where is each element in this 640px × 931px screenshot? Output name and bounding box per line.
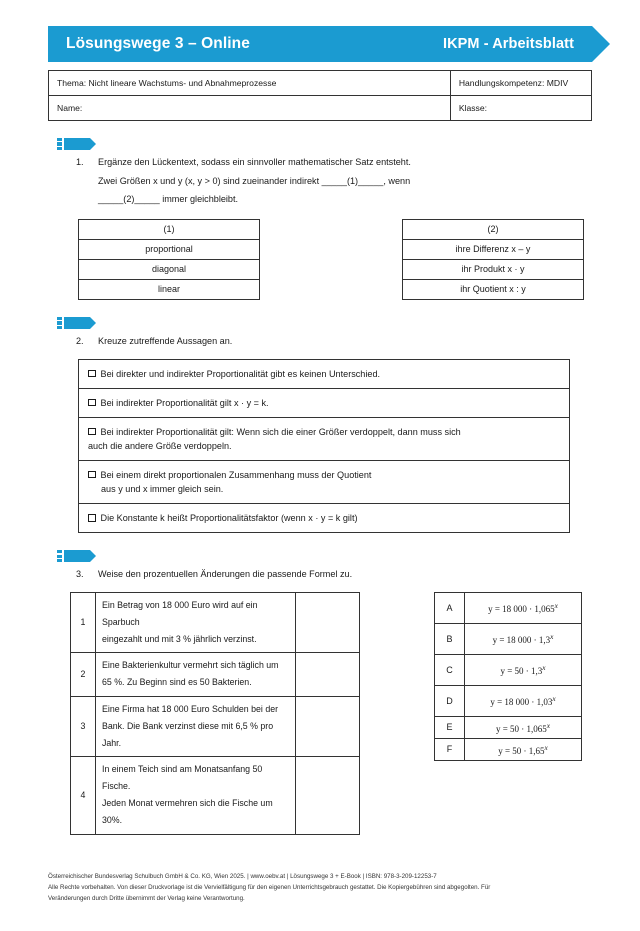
badge-tag-icon xyxy=(64,317,90,330)
formula-d-base: y = 18 000 · 1,03 xyxy=(490,697,553,708)
situation-2-line1: Eine Bakterienkultur vermehrt sich täglich um xyxy=(102,660,279,671)
formula-c-index: C xyxy=(435,654,465,685)
badge-bars-icon xyxy=(57,317,62,329)
situation-1-index: 1 xyxy=(71,592,96,652)
name-field[interactable]: Name: xyxy=(49,96,451,121)
task-1-instruction: Ergänze den Lückentext, sodass ein sinnvoller mathematischer Satz entsteht. xyxy=(98,157,411,167)
task-1-option-tables xyxy=(48,219,592,300)
situation-2-text xyxy=(96,653,296,696)
table-row[interactable] xyxy=(435,654,582,685)
statement-row-3[interactable] xyxy=(79,417,570,460)
table-row xyxy=(71,592,360,652)
table-row[interactable] xyxy=(403,279,584,299)
worksheet-page xyxy=(0,26,640,931)
checkbox-icon[interactable] xyxy=(88,399,96,407)
formula-c-equation xyxy=(465,654,582,685)
competence-cell: Handlungskompetenz: MDIV xyxy=(450,71,591,96)
formula-a-exponent: x xyxy=(554,601,558,611)
badge-tag-icon xyxy=(64,550,90,563)
table-row[interactable] xyxy=(79,279,260,299)
option-1-row-3[interactable]: linear xyxy=(79,279,260,299)
formula-e-equation xyxy=(465,716,582,738)
task-1-paragraph xyxy=(48,172,592,209)
task-badge-icon xyxy=(57,137,592,151)
checkbox-icon[interactable] xyxy=(88,428,96,436)
task-badge-icon xyxy=(57,316,592,330)
task-2 xyxy=(48,316,592,533)
statement-4-text-line2: aus y und x immer gleich sein. xyxy=(101,484,224,495)
task-2-heading xyxy=(48,335,592,349)
table-row[interactable] xyxy=(435,623,582,654)
formula-e-index: E xyxy=(435,716,465,738)
formula-f-exponent: x xyxy=(544,742,548,752)
formula-b-index: B xyxy=(435,623,465,654)
table-row[interactable] xyxy=(79,504,570,533)
table-row[interactable] xyxy=(435,716,582,738)
task-3-number: 3. xyxy=(76,569,84,580)
option-table-2-header: (2) xyxy=(403,219,584,239)
situation-3-line2: Bank. Die Bank verzinst diese mit 6,5 % pro Jahr. xyxy=(102,720,274,748)
situation-3-index: 3 xyxy=(71,696,96,756)
statement-row-5[interactable] xyxy=(79,504,570,533)
formula-table xyxy=(434,592,582,761)
statement-5-text: Die Konstante k heißt Proportionalitätsfaktor (wenn x · y = k gilt) xyxy=(100,513,358,524)
page-footer xyxy=(48,872,600,905)
task-2-instruction: Kreuze zutreffende Aussagen an. xyxy=(98,335,233,346)
situation-4-text xyxy=(96,756,296,834)
formula-f-equation xyxy=(465,738,582,760)
checkbox-icon[interactable] xyxy=(88,514,96,522)
formula-f-base: y = 50 · 1,65 xyxy=(498,745,545,756)
badge-tag-icon xyxy=(64,138,90,151)
table-row xyxy=(71,696,360,756)
task-1-heading xyxy=(48,156,592,170)
formula-d-exponent: x xyxy=(552,694,556,704)
formula-b-base: y = 18 000 · 1,3 xyxy=(492,635,551,646)
table-row[interactable] xyxy=(79,259,260,279)
option-1-row-2[interactable]: diagonal xyxy=(79,259,260,279)
table-row xyxy=(79,219,260,239)
situation-4-index: 4 xyxy=(71,756,96,834)
situation-1-answer[interactable] xyxy=(296,592,360,652)
statement-row-4[interactable] xyxy=(79,460,570,503)
table-row[interactable] xyxy=(79,239,260,259)
formula-e-base: y = 50 · 1,065 xyxy=(495,723,547,734)
table-row xyxy=(71,756,360,834)
task-3 xyxy=(48,549,592,834)
table-row[interactable] xyxy=(79,460,570,503)
option-2-row-2[interactable]: ihr Produkt x · y xyxy=(403,259,584,279)
option-table-2 xyxy=(402,219,584,300)
table-row[interactable] xyxy=(79,359,570,388)
formula-a-index: A xyxy=(435,592,465,623)
table-row xyxy=(403,219,584,239)
formula-d-index: D xyxy=(435,685,465,716)
formula-e-exponent: x xyxy=(546,720,551,730)
situation-2-line2: 65 %. Zu Beginn sind es 50 Bakterien. xyxy=(102,677,252,688)
statement-row-1[interactable] xyxy=(79,359,570,388)
table-row xyxy=(49,71,592,96)
task-2-number: 2. xyxy=(76,335,84,346)
badge-bars-icon xyxy=(57,550,62,562)
situation-1-line1: Ein Betrag von 18 000 Euro wird auf ein Sparbuch xyxy=(102,599,258,627)
situation-4-answer[interactable] xyxy=(296,756,360,834)
option-2-row-3[interactable]: ihr Quotient x : y xyxy=(403,279,584,299)
footer-line-2: Alle Rechte vorbehalten. Von dieser Druckvorlage ist die Vervielfältigung für den eigenen Unterrichtsgebrauch gestattet. Die Kopiergebühren sind abgegolten. Für xyxy=(48,884,491,892)
task-3-heading xyxy=(48,568,592,582)
table-row[interactable] xyxy=(403,259,584,279)
banner-bar xyxy=(48,26,592,62)
option-1-row-1[interactable]: proportional xyxy=(79,239,260,259)
footer-line-1: Österreichischer Bundesverlag Schulbuch GmbH & Co. KG, Wien 2025. | www.oebv.at | Lösungswege 3 + E-Book | ISBN: 978-3-209-12253-7 xyxy=(48,873,437,881)
statement-1-text: Bei direkter und indirekter Proportionalität gibt es keinen Unterschied. xyxy=(100,368,381,379)
formula-a-equation xyxy=(465,592,582,623)
statement-2-text: Bei indirekter Proportionalität gilt x · y = k. xyxy=(100,397,269,408)
formula-d-equation xyxy=(465,685,582,716)
situation-2-answer[interactable] xyxy=(296,653,360,696)
table-row xyxy=(49,96,592,121)
statement-table xyxy=(78,359,570,534)
situation-1-line2: eingezahlt und mit 3 % jährlich verzinst. xyxy=(102,634,257,645)
task-1-number: 1. xyxy=(76,157,84,167)
situation-3-answer[interactable] xyxy=(296,696,360,756)
formula-b-equation xyxy=(465,623,582,654)
header-banner xyxy=(48,26,592,62)
table-row[interactable] xyxy=(79,388,570,417)
option-table-1-header: (1) xyxy=(79,219,260,239)
info-table xyxy=(48,70,592,121)
option-2-row-1[interactable]: ihre Differenz x – y xyxy=(403,239,584,259)
statement-row-2[interactable] xyxy=(79,388,570,417)
formula-f-index: F xyxy=(435,738,465,760)
worksheet-label: IKPM - Arbeitsblatt xyxy=(442,36,574,52)
task-3-tables xyxy=(48,592,592,835)
situation-1-text xyxy=(96,592,296,652)
formula-c-exponent: x xyxy=(542,663,546,673)
table-row[interactable] xyxy=(435,592,582,623)
formula-c-base: y = 50 · 1,3 xyxy=(500,666,543,677)
statement-4-text: Bei einem direkt proportionalen Zusammenhang muss der Quotient xyxy=(100,469,372,480)
situation-4-line2: Jeden Monat vermehren sich die Fische um 30%. xyxy=(102,798,273,826)
table-row[interactable] xyxy=(403,239,584,259)
table-row[interactable] xyxy=(435,738,582,760)
task-badge-icon xyxy=(57,549,592,563)
statement-3-text: Bei indirekter Proportionalität gilt: Wenn sich die einer Größer verdoppelt, dann muss sich xyxy=(100,426,461,437)
situation-2-index: 2 xyxy=(71,653,96,696)
situation-3-text xyxy=(96,696,296,756)
option-table-1 xyxy=(78,219,260,300)
task-1-paragraph-line-2: _____(2)_____ immer gleichbleibt. xyxy=(98,194,239,205)
table-row[interactable] xyxy=(435,685,582,716)
task-1 xyxy=(48,137,592,300)
footer-line-3: Veränderungen durch Dritte übernimmt der Verlag keine Verantwortung. xyxy=(48,895,245,903)
topic-cell: Thema: Nicht lineare Wachstums- und Abnahmeprozesse xyxy=(49,71,451,96)
checkbox-icon[interactable] xyxy=(88,471,96,479)
badge-bars-icon xyxy=(57,138,62,150)
table-row xyxy=(71,653,360,696)
checkbox-icon[interactable] xyxy=(88,370,96,378)
page-title: Lösungswege 3 – Online xyxy=(66,35,250,52)
situation-3-line1: Eine Firma hat 18 000 Euro Schulden bei der xyxy=(102,703,279,714)
statement-3-text-line2: auch die andere Größe verdoppeln. xyxy=(88,440,232,451)
situation-4-line1: In einem Teich sind am Monatsanfang 50 Fische. xyxy=(102,763,263,792)
situation-table xyxy=(70,592,360,835)
formula-b-exponent: x xyxy=(550,632,554,642)
class-field[interactable]: Klasse: xyxy=(450,96,591,121)
table-row[interactable] xyxy=(79,417,570,460)
task-1-paragraph-line-1: Zwei Größen x und y (x, y > 0) sind zueinander indirekt _____(1)_____, wenn xyxy=(98,175,411,186)
task-3-instruction: Weise den prozentuellen Änderungen die passende Formel zu. xyxy=(98,569,353,580)
formula-a-base: y = 18 000 · 1,065 xyxy=(488,604,555,615)
